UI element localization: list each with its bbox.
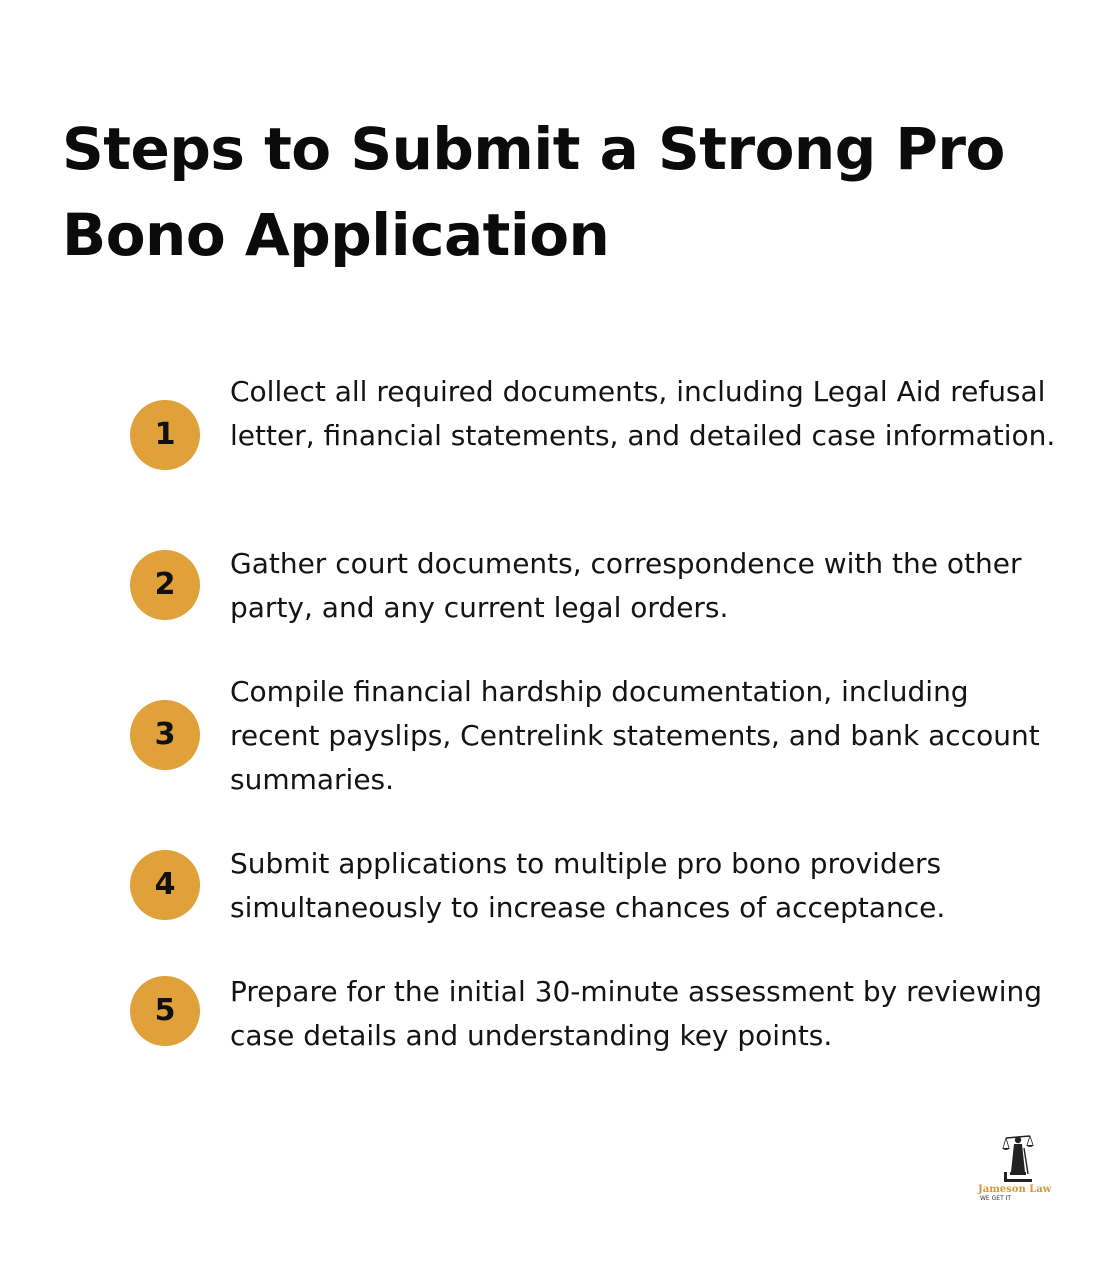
logo-name: Jameson Law bbox=[978, 1184, 1052, 1195]
step-number-badge: 3 bbox=[130, 700, 200, 770]
step-number-badge: 2 bbox=[130, 550, 200, 620]
step-text: Gather court documents, correspondence with the other party, and any current legal orders. bbox=[230, 547, 1022, 624]
step-text: Collect all required documents, including Legal Aid refusal letter, financial statements, and detailed case information. bbox=[230, 375, 1056, 452]
step-number-badge: 5 bbox=[130, 976, 200, 1046]
step-number-badge: 4 bbox=[130, 850, 200, 920]
logo-tagline: WE GET IT bbox=[980, 1195, 1012, 1202]
lady-justice-icon bbox=[998, 1128, 1038, 1184]
page-title: Steps to Submit a Strong Pro Bono Application bbox=[62, 115, 1005, 269]
step-text: Compile financial hardship documentation, including recent payslips, Centrelink statements, and bank account summaries. bbox=[230, 675, 1040, 796]
jameson-law-logo bbox=[978, 1128, 1058, 1204]
step-text: Prepare for the initial 30-minute assessment by reviewing case details and understanding key points. bbox=[230, 975, 1043, 1052]
step-text: Submit applications to multiple pro bono providers simultaneously to increase chances of acceptance. bbox=[230, 847, 946, 924]
step-number-badge: 1 bbox=[130, 400, 200, 470]
